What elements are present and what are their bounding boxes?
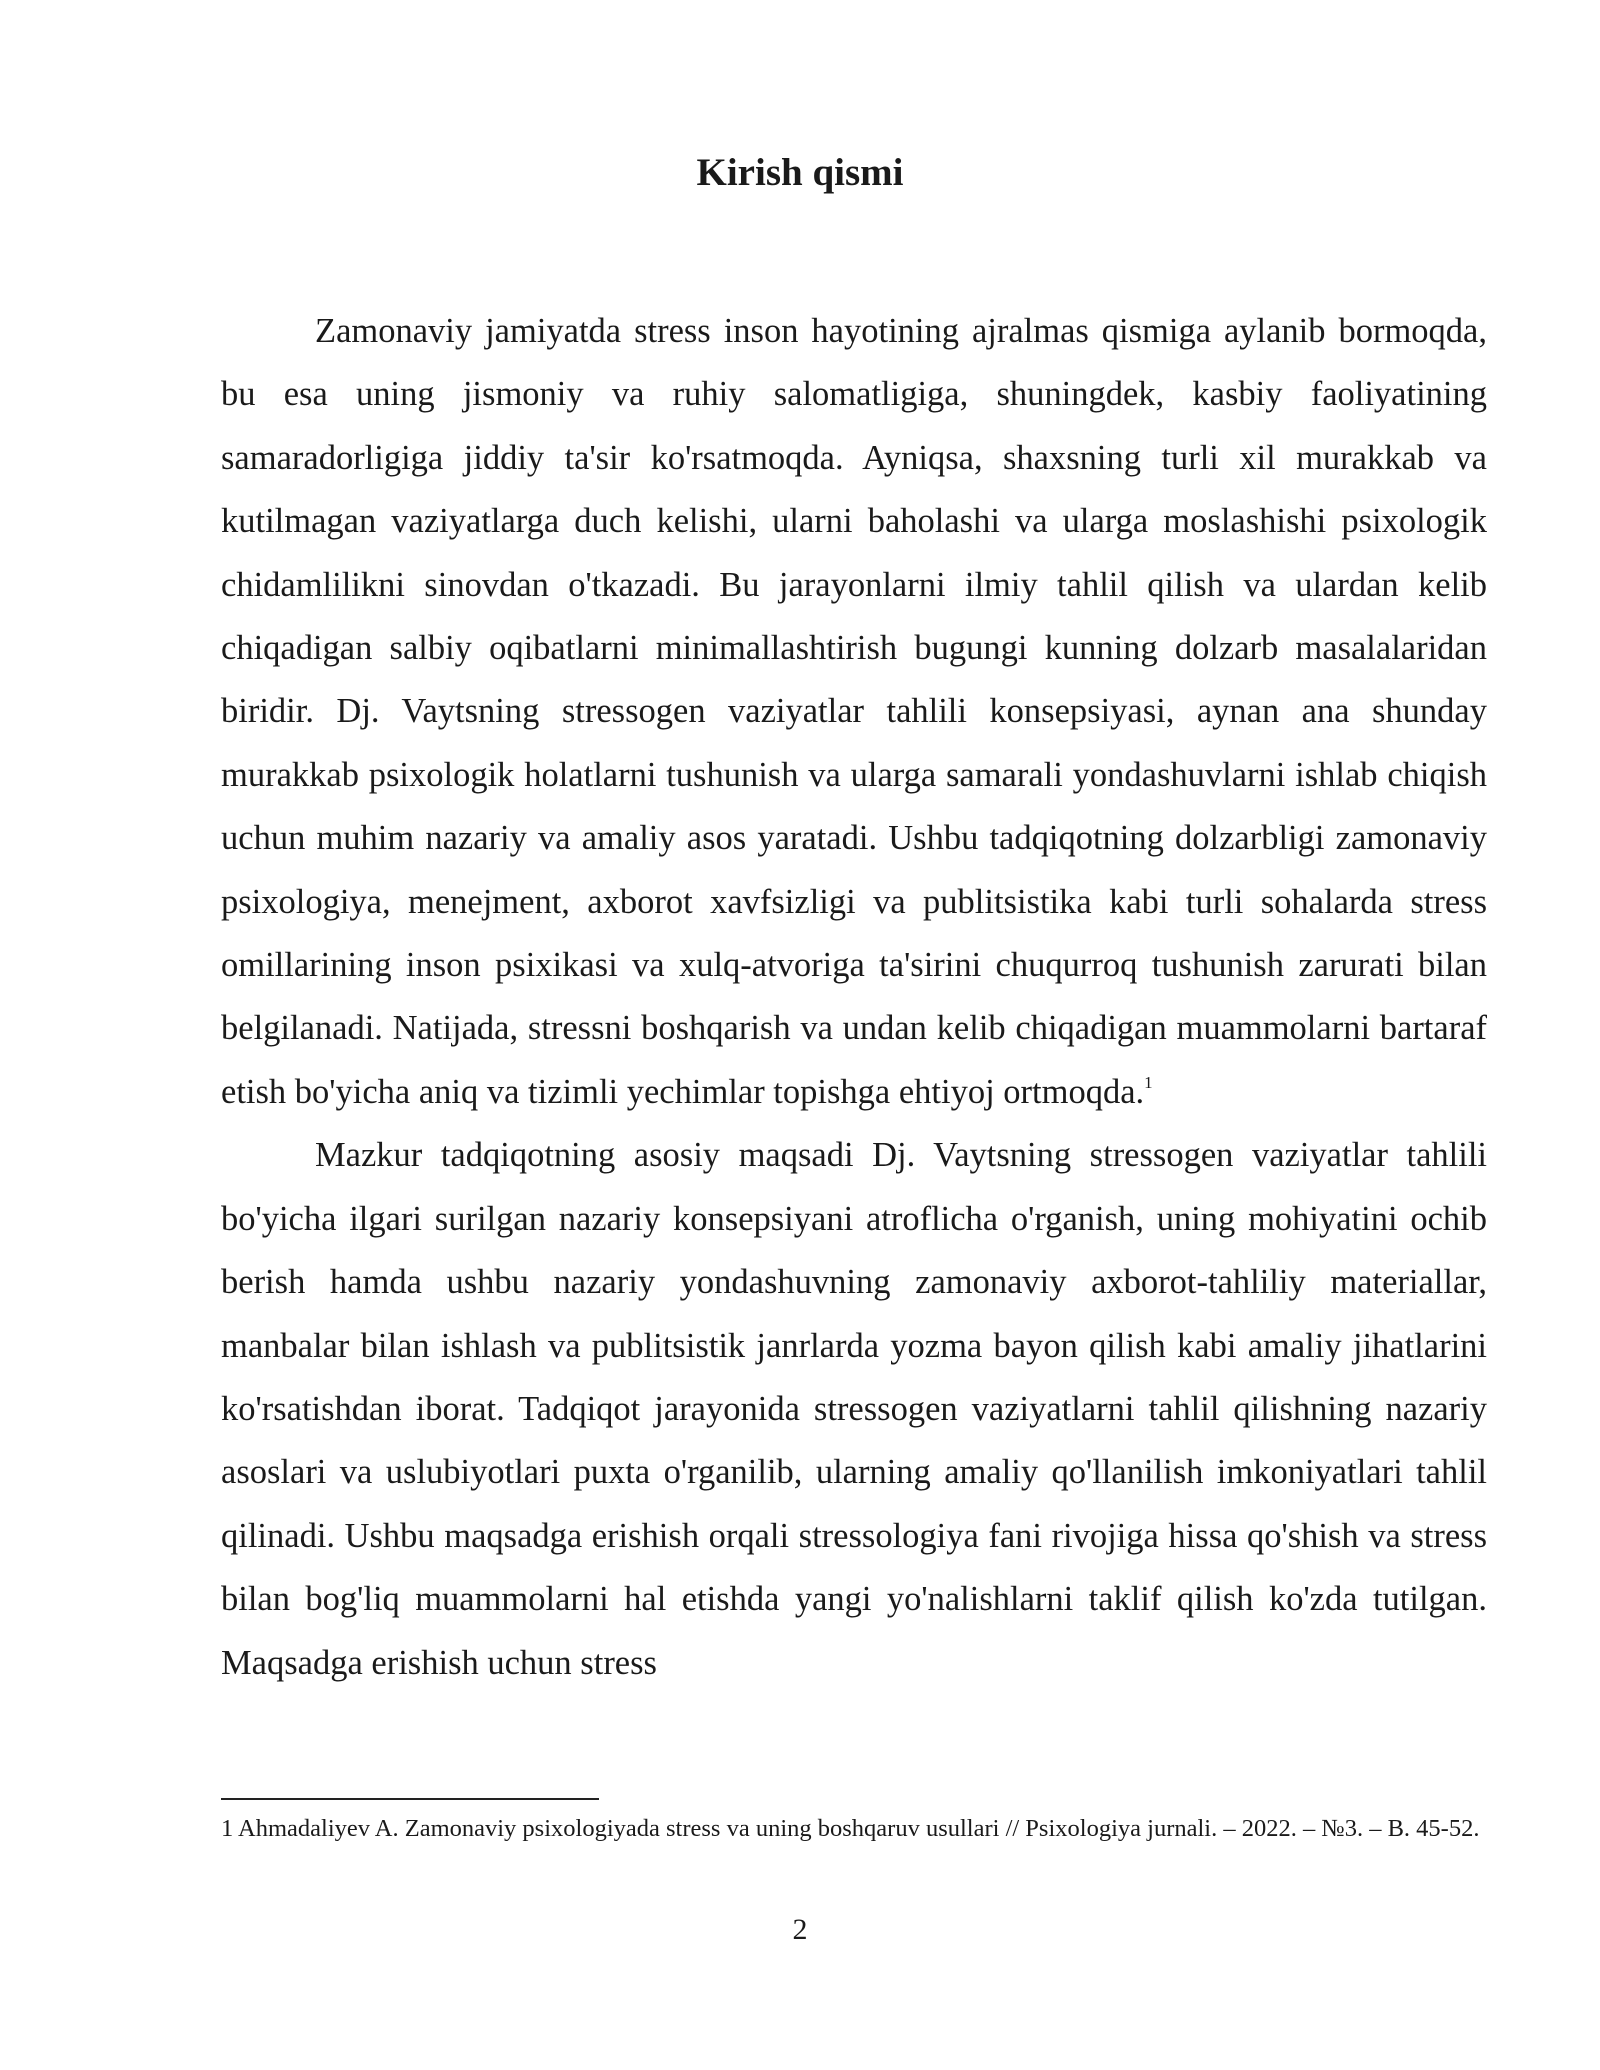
footnote-separator [221,1798,599,1800]
footnote-text: Ahmadaliyev A. Zamonaviy psixologiyada stress va uning boshqaruv usullari // Psixologiya jurnali. – 2022. – №3. – B. 45-52. [238,1815,1480,1842]
paragraph-1-text: Zamonaviy jamiyatda stress inson hayotining ajralmas qismiga aylanib bormoqda, bu esa uning jismoniy va ruhiy salomatligiga, shuningdek, kasbiy faoliyatining samaradorligiga jiddiy ta'sir ko'rsatmoqda. Ayniqsa, shaxsning turli xil murakkab va kutilmagan vaziyatlarga duch kelishi, ularni baholashi va ularga moslashishi psixologik chidamlilikni sinovdan o'tkazadi. Bu jarayonlarni ilmiy tahlil qilish va ulardan kelib chiqadigan salbiy oqibatlarni minimallashtirish bugungi kunning dolzarb masalalaridan biridir. Dj. Vaytsning stressogen vaziyatlar tahlili konsepsiyasi, aynan ana shunday murakkab psixologik holatlarni tushunish va ularga samarali yondashuvlarni ishlab chiqish uchun muhim nazariy va amaliy asos yaratadi. Ushbu tadqiqotning dolzarbligi zamonaviy psixologiya, menejment, axborot xavfsizligi va publitsistika kabi turli sohalarda stress omillarining inson psixikasi va xulq-atvoriga ta'sirini chuqurroq tushunish zarurati bilan belgilanadi. Natijada, stressni boshqarish va undan kelib chiqadigan muammolarni bartaraf etish bo'yicha aniq va tizimli yechimlar topishga ehtiyoj ortmoqda. [221,312,1487,1111]
footnote [221,1810,1487,1848]
page-number: 2 [792,1913,808,1946]
paragraph-1 [221,300,1487,1124]
footnote-number: 1 [221,1815,234,1842]
paragraph-2 [221,1124,1487,1695]
body-text [221,300,1487,1695]
paragraph-2-text: Mazkur tadqiqotning asosiy maqsadi Dj. Vaytsning stressogen vaziyatlar tahlili bo'yicha ilgari surilgan nazariy konsepsiyani atroflicha o'rganish, uning mohiyatini ochib berish hamda ushbu nazariy yondashuvning zamonaviy axborot-tahliliy materiallar, manbalar bilan ishlash va publitsistik janrlarda yozma bayon qilish kabi amaliy jihatlarini ko'rsatishdan iborat. Tadqiqot jarayonida stressogen vaziyatlarni tahlil qilishning nazariy asoslari va uslubiyotlari puxta o'rganilib, ularning amaliy qo'llanilish imkoniyatlari tahlil qilinadi. Ushbu maqsadga erishish orqali stressologiya fani rivojiga hissa qo'shish va stress bilan bog'liq muammolarni hal etishda yangi yo'nalishlarni taklif qilish ko'zda tutilgan. Maqsadga erishish uchun stress [221,1136,1487,1682]
page-title: Kirish qismi [696,151,904,194]
footnote-reference[interactable]: 1 [1144,1072,1153,1092]
